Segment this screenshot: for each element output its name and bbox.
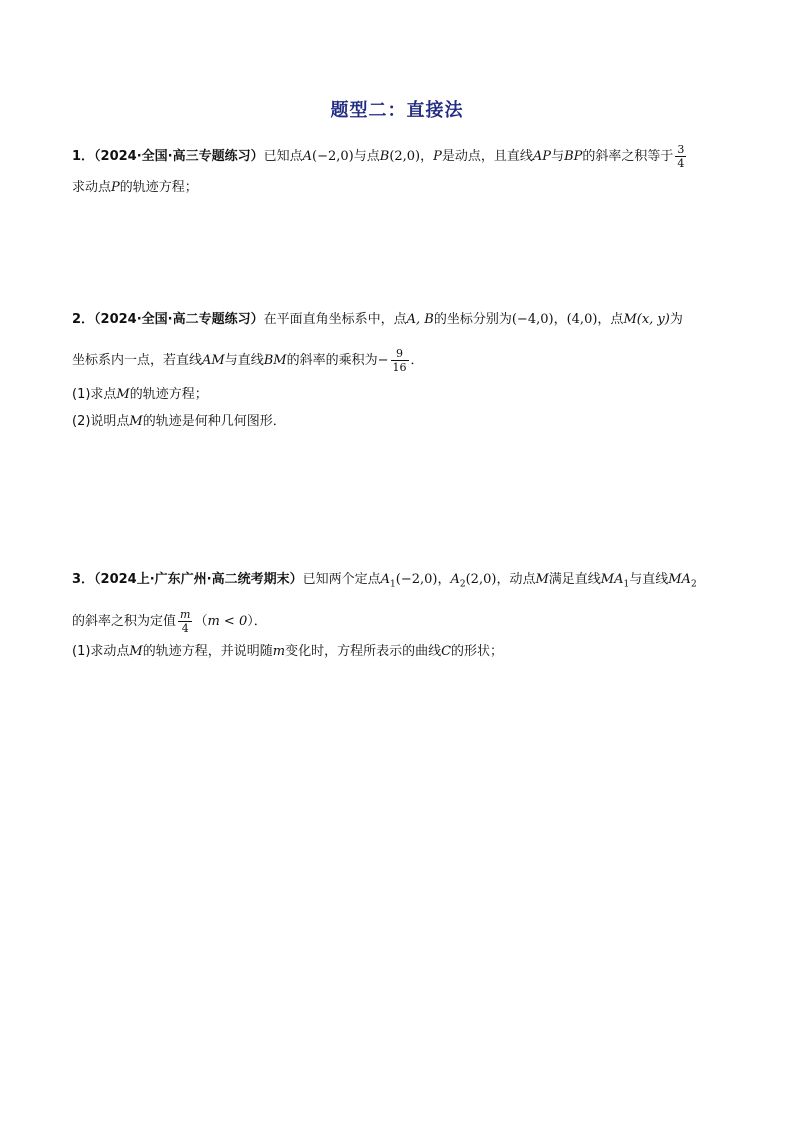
text: 求动点	[72, 180, 112, 195]
text: 与点	[353, 149, 380, 164]
text: 的形状；	[451, 644, 504, 659]
math-var: A	[450, 572, 460, 587]
text: 的轨迹方程；	[129, 387, 208, 402]
math-var: P	[433, 149, 442, 164]
math-var: M	[129, 644, 143, 659]
question-2-line-2	[72, 347, 424, 374]
text: 的斜率之积等于	[582, 149, 674, 164]
question-2-line-1	[72, 310, 683, 330]
text: 的轨迹方程，并说明随	[142, 644, 273, 659]
question-3-source: （2024上·广东广州·高二统考期末）	[94, 572, 303, 587]
text: 的斜率的乘积为	[286, 353, 378, 368]
text: 已知点	[263, 149, 303, 164]
text: 的轨迹方程；	[119, 180, 198, 195]
text: 为	[669, 312, 683, 327]
fraction-numerator: 9	[391, 347, 409, 361]
math-var: P	[111, 180, 120, 195]
text: ．	[410, 353, 424, 368]
math-var: AM	[202, 353, 225, 368]
text: 是动点，且直线	[441, 149, 533, 164]
math-coord: (2,0)	[389, 149, 421, 164]
math-var: BM	[263, 353, 287, 368]
text: 与	[551, 149, 565, 164]
text: 的斜率之积为定值	[72, 614, 177, 629]
subscript: 2	[459, 579, 466, 590]
math-var: AP	[532, 149, 552, 164]
text: 变化时，方程所表示的曲线	[285, 644, 442, 659]
math-var: A, B	[406, 312, 434, 327]
math-var: A	[380, 572, 391, 587]
text: ，	[420, 149, 434, 164]
fraction-numerator: m	[180, 608, 191, 621]
math-condition: m < 0	[207, 614, 248, 629]
question-1-source: （2024·全国·高三专题练习）	[94, 149, 264, 164]
text: 坐标系内一点，若直线	[72, 353, 203, 368]
fraction-numerator: 3	[677, 143, 685, 156]
math-coord: (4,0)	[566, 312, 598, 327]
text: (2)说明点	[72, 414, 130, 429]
math-var: M	[116, 387, 130, 402]
math-var: B	[379, 149, 390, 164]
question-2-sub-1	[72, 385, 208, 405]
text: 的坐标分别为	[433, 312, 512, 327]
question-2-source: （2024·全国·高二专题练习）	[94, 312, 264, 327]
text: 与直线	[629, 572, 669, 587]
text: 满足直线	[548, 572, 601, 587]
fraction-denominator: 16	[392, 361, 407, 374]
math-var: M	[623, 312, 637, 327]
question-1-line-1	[72, 143, 688, 170]
math-coord: (x, y)	[636, 312, 670, 327]
text: 已知两个定点	[302, 572, 381, 587]
text: ）．	[247, 614, 267, 629]
text: ，	[437, 572, 451, 587]
math-var: MA	[600, 572, 624, 587]
question-3-sub-1	[72, 642, 503, 662]
math-var: M	[535, 572, 549, 587]
text: 在平面直角坐标系中，点	[263, 312, 407, 327]
text: (1)求动点	[72, 644, 130, 659]
subscript: 2	[690, 579, 697, 590]
text: ，动点	[496, 572, 536, 587]
page-title: 题型二：直接法	[330, 100, 464, 121]
minus-sign: −	[377, 353, 389, 368]
question-1-line-2	[72, 178, 198, 198]
fraction-denominator: 4	[181, 622, 189, 635]
subscript: 1	[390, 579, 396, 590]
question-3-line-2	[72, 608, 267, 635]
math-var: A	[302, 149, 313, 164]
text: ，	[553, 312, 567, 327]
math-var: BP	[564, 149, 583, 164]
math-coord: (2,0)	[465, 572, 497, 587]
fraction	[391, 347, 409, 374]
math-coord: (−2,0)	[312, 149, 354, 164]
text: 的轨迹是何种几何图形．	[142, 414, 286, 429]
math-coord: (−2,0)	[395, 572, 438, 587]
text: ，点	[597, 312, 624, 327]
fraction	[675, 143, 686, 170]
subscript: 1	[623, 579, 630, 590]
math-var: M	[129, 414, 143, 429]
text: 与直线	[224, 353, 264, 368]
fraction	[178, 608, 192, 635]
question-3-line-1	[72, 570, 697, 595]
text: (1)求点	[72, 387, 117, 402]
math-var: C	[441, 644, 452, 659]
question-2-sub-2	[72, 412, 286, 432]
math-var: m	[272, 644, 286, 659]
question-1-number: 1．	[72, 149, 95, 164]
math-coord: (−4,0)	[511, 312, 554, 327]
text: （	[194, 614, 208, 629]
math-var: MA	[668, 572, 691, 587]
question-2-number: 2．	[72, 312, 95, 327]
fraction-denominator: 4	[677, 157, 685, 170]
question-3-number: 3．	[72, 572, 95, 587]
